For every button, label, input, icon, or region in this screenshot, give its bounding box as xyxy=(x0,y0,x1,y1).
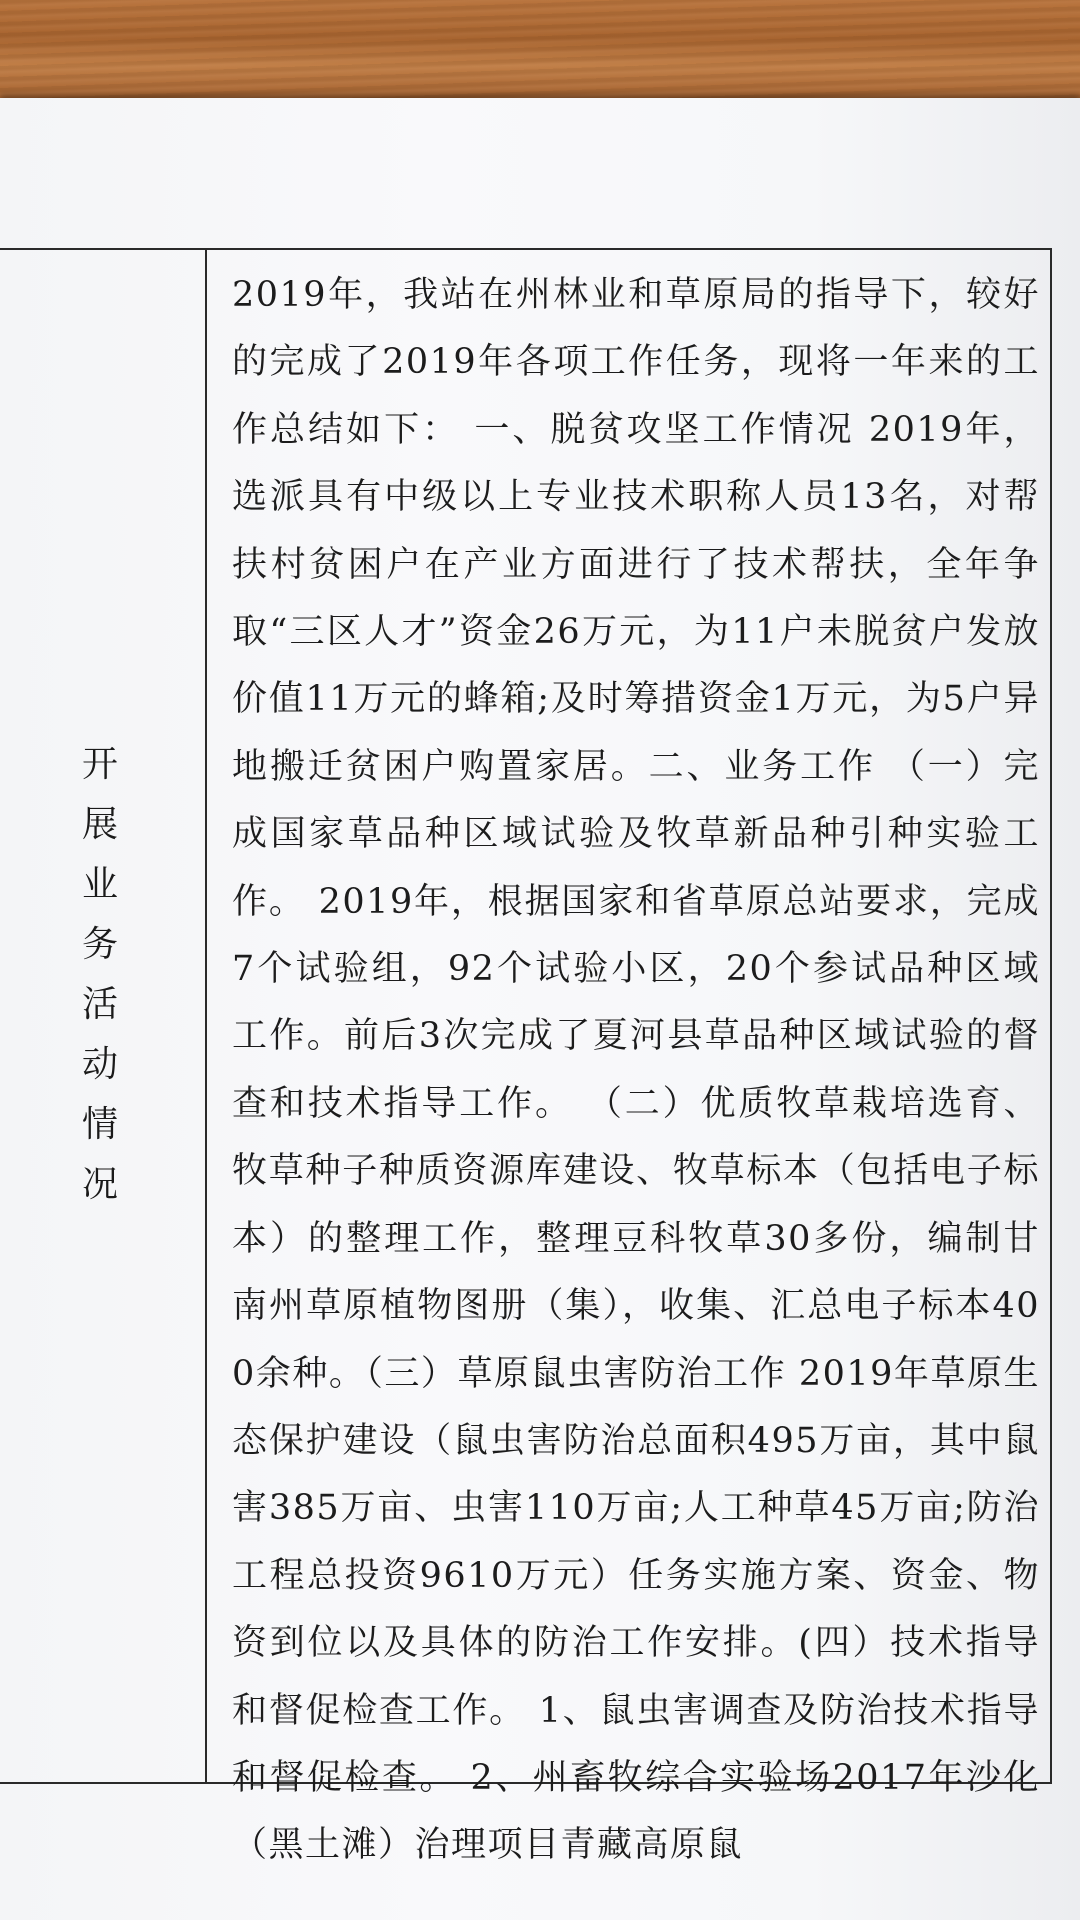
table-column-divider xyxy=(205,248,207,1784)
section-label: 开展业务活动情况 xyxy=(81,744,118,1205)
activity-summary-text: 2019年，我站在州林业和草原局的指导下，较好的完成了2019年各项工作任务，现将一年来的工作总结如下： 一、脱贫攻坚工作情况 2019年，选派具有中级以上专业技术职称人员13名，对帮扶村贫困户在产业方面进行了技术帮扶，全年争取“三区人才”资金26万元，为11户未脱贫户发放价值11万元的蜂箱;及时筹措资金1万元，为5户异地搬迁贫困户购置家居。二、业务工作 （一）完成国家草品种区域试验及牧草新品种引种实验工作。 2019年，根据国家和省草原总站要求，完成7个试验组，92个试验小区，20个参试品种区域工作。前后3次完成了夏河县草品种区域试验的督查和技术指导工作。 （二）优质牧草栽培选育、牧草种子种质资源库建设、牧草标本（包括电子标本）的整理工作，整理豆科牧草30多份，编制甘南州草原植物图册（集），收集、汇总电子标本400余种。（三）草原鼠虫害防治工作 2019年草原生态保护建设（鼠虫害防治总面积495万亩，其中鼠害385万亩、虫害110万亩;人工种草45万亩;防治工程总投资9610万元）任务实施方案、资金、物资到位以及具体的防治工作安排。(四）技术指导和督促检查工作。 1、鼠虫害调查及防治技术指导和督促检查。 2、州畜牧综合实验场2017年沙化（黑土滩）治理项目青藏高原鼠 xyxy=(232,275,1040,1866)
wood-grain-texture xyxy=(0,0,1080,110)
